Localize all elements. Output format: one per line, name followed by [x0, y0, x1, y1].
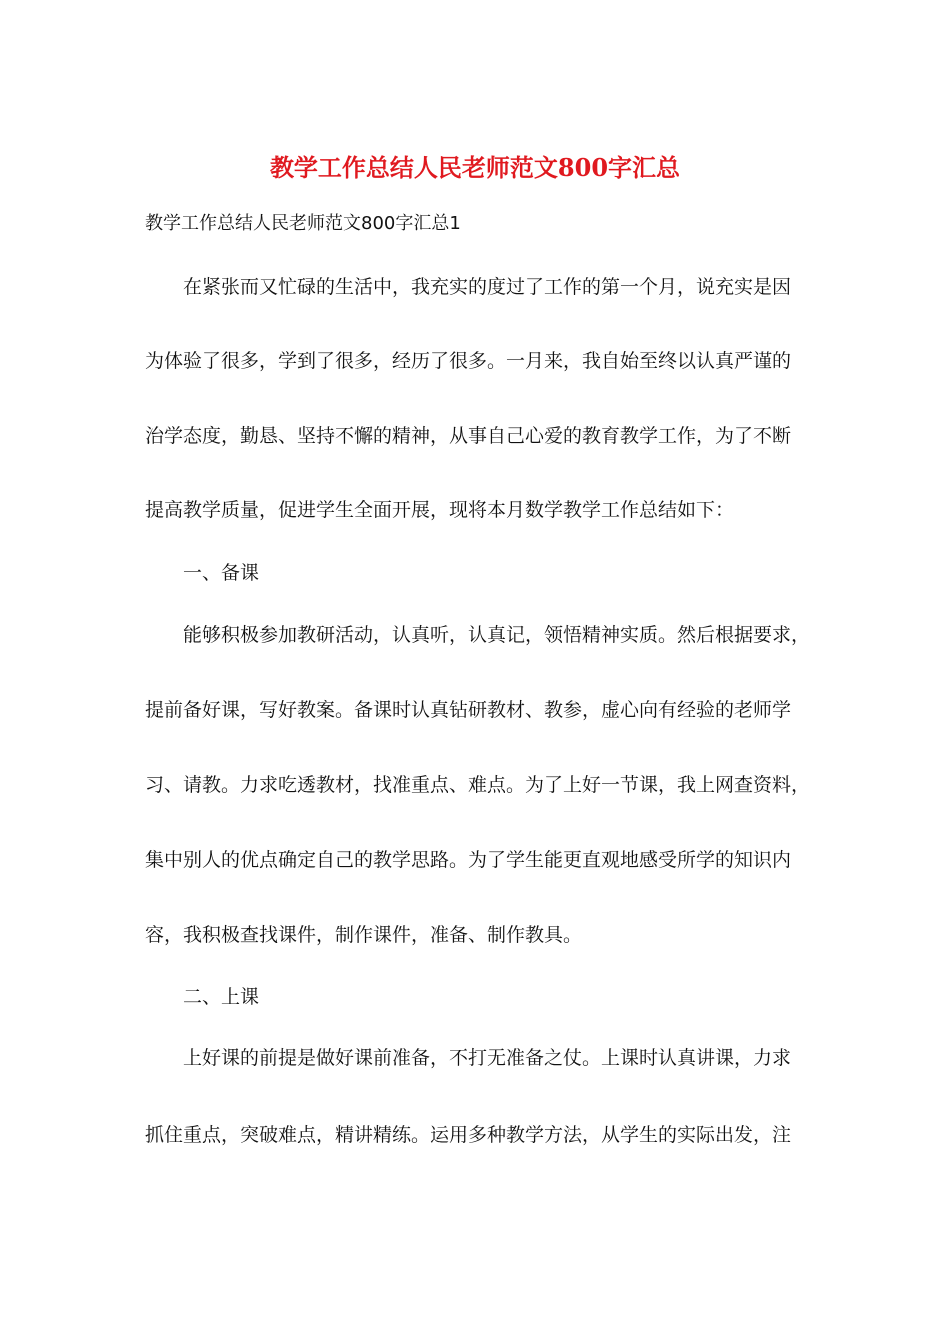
paragraph-line: 提前备好课，写好教案。备课时认真钻研教材、教参，虚心向有经验的老师学: [145, 699, 792, 721]
paragraph-line: 抓住重点，突破难点，精讲精练。运用多种教学方法，从学生的实际出发，注: [145, 1124, 792, 1146]
paragraph-line: 能够积极参加教研活动，认真听，认真记，领悟精神实质。然后根据要求，: [183, 624, 811, 646]
paragraph-line: 集中别人的优点确定自己的教学思路。为了学生能更直观地感受所学的知识内: [145, 849, 792, 871]
paragraph-line: 为体验了很多，学到了很多，经历了很多。一月来，我自始至终以认真严谨的: [145, 350, 792, 372]
paragraph-line: 治学态度，勤恳、坚持不懈的精神，从事自己心爱的教育教学工作，为了不断: [145, 425, 792, 447]
paragraph-line: 上好课的前提是做好课前准备，不打无准备之仗。上课时认真讲课，力求: [183, 1047, 792, 1069]
paragraph-line: 习、请教。力求吃透教材，找准重点、难点。为了上好一节课，我上网查资料，: [145, 774, 811, 796]
section-heading: 二、上课: [183, 986, 260, 1008]
document-title: 教学工作总结人民老师范文800字汇总: [269, 153, 681, 182]
section-heading: 一、备课: [183, 562, 260, 584]
paragraph-line: 提高教学质量，促进学生全面开展，现将本月数学教学工作总结如下：: [145, 499, 735, 521]
document-subtitle: 教学工作总结人民老师范文800字汇总1: [145, 213, 461, 234]
paragraph-line: 在紧张而又忙碌的生活中，我充实的度过了工作的第一个月，说充实是因: [183, 276, 792, 298]
paragraph-line: 容，我积极查找课件，制作课件，准备、制作教具。: [145, 924, 583, 946]
